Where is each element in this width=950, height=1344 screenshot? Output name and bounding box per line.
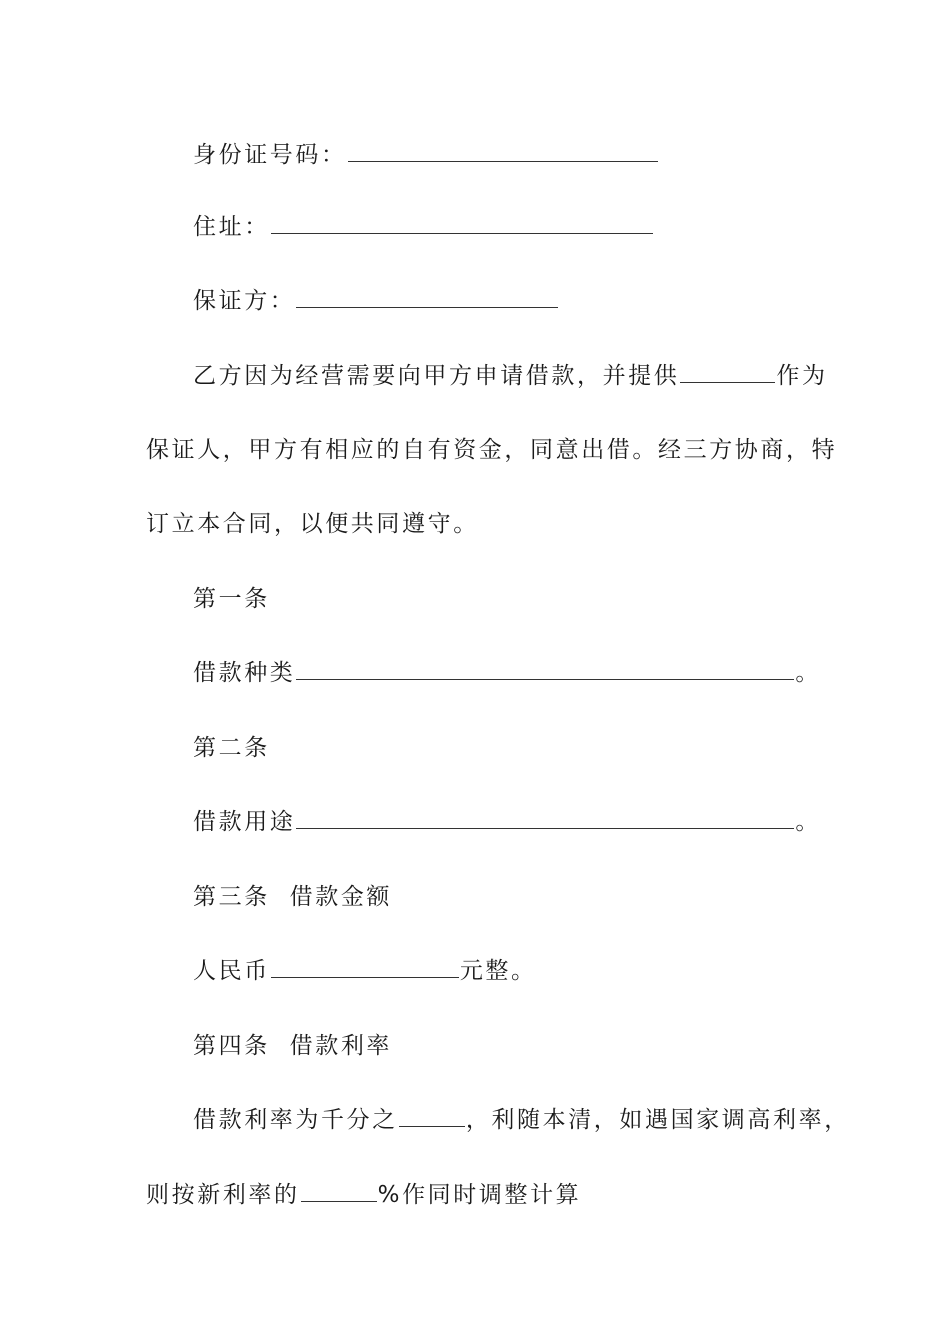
guarantor-blank[interactable] <box>296 287 558 308</box>
intro-paragraph-line-1 <box>193 361 828 391</box>
guarantor-name-blank[interactable] <box>680 362 775 383</box>
interest-rate-line-2 <box>146 1180 581 1210</box>
intro-paragraph-line-2 <box>146 435 837 465</box>
address-blank[interactable] <box>271 213 653 234</box>
loan-type-label: 借款种类 <box>193 660 296 686</box>
loan-type-blank[interactable] <box>296 659 794 680</box>
intro-text-1: 乙方因为经营需要向甲方申请借款，并提供 <box>193 363 680 389</box>
intro-text-3: 订立本合同，以便共同遵守。 <box>146 511 479 537</box>
rate-adjust-label: 则按新利率的 <box>146 1182 300 1208</box>
intro-text-2: 保证人，甲方有相应的自有资金，同意出借。经三方协商，特 <box>146 437 838 463</box>
id-number-label: 身份证号码： <box>193 142 347 168</box>
id-number-line <box>193 140 659 170</box>
loan-type-line <box>193 658 821 688</box>
intro-paragraph-line-3 <box>146 509 479 539</box>
article-4-heading <box>193 1031 392 1061</box>
rate-adjust-blank[interactable] <box>301 1181 377 1202</box>
address-label: 住址： <box>193 214 270 240</box>
interest-rate-text: ，利随本清，如遇国家调高利率， <box>465 1107 850 1133</box>
interest-rate-blank[interactable] <box>399 1106 465 1127</box>
loan-type-suffix: 。 <box>795 660 822 686</box>
interest-rate-line-1 <box>193 1105 850 1135</box>
article-1-heading <box>193 584 270 614</box>
loan-use-line <box>193 807 821 837</box>
article-2-heading <box>193 733 270 763</box>
interest-rate-label: 借款利率为千分之 <box>193 1107 398 1133</box>
address-line <box>193 212 654 242</box>
rate-adjust-suffix: %作同时调整计算 <box>377 1182 582 1208</box>
loan-amount-suffix: 元整。 <box>459 958 537 984</box>
article-2-title: 第二条 <box>193 735 270 761</box>
loan-amount-label: 人民币 <box>193 958 270 984</box>
article-3-heading <box>193 882 392 912</box>
article-1-title: 第一条 <box>193 586 270 612</box>
guarantor-line <box>193 286 559 316</box>
loan-use-label: 借款用途 <box>193 809 296 835</box>
id-number-blank[interactable] <box>348 141 658 162</box>
loan-amount-blank[interactable] <box>271 957 459 978</box>
intro-text-1-suffix: 作为 <box>776 363 828 389</box>
loan-use-blank[interactable] <box>296 808 794 829</box>
loan-amount-line <box>193 956 537 986</box>
guarantor-label: 保证方： <box>193 288 296 314</box>
article-3-title: 第三条 借款金额 <box>193 884 393 910</box>
loan-use-suffix: 。 <box>795 809 822 835</box>
article-4-title: 第四条 借款利率 <box>193 1033 393 1059</box>
